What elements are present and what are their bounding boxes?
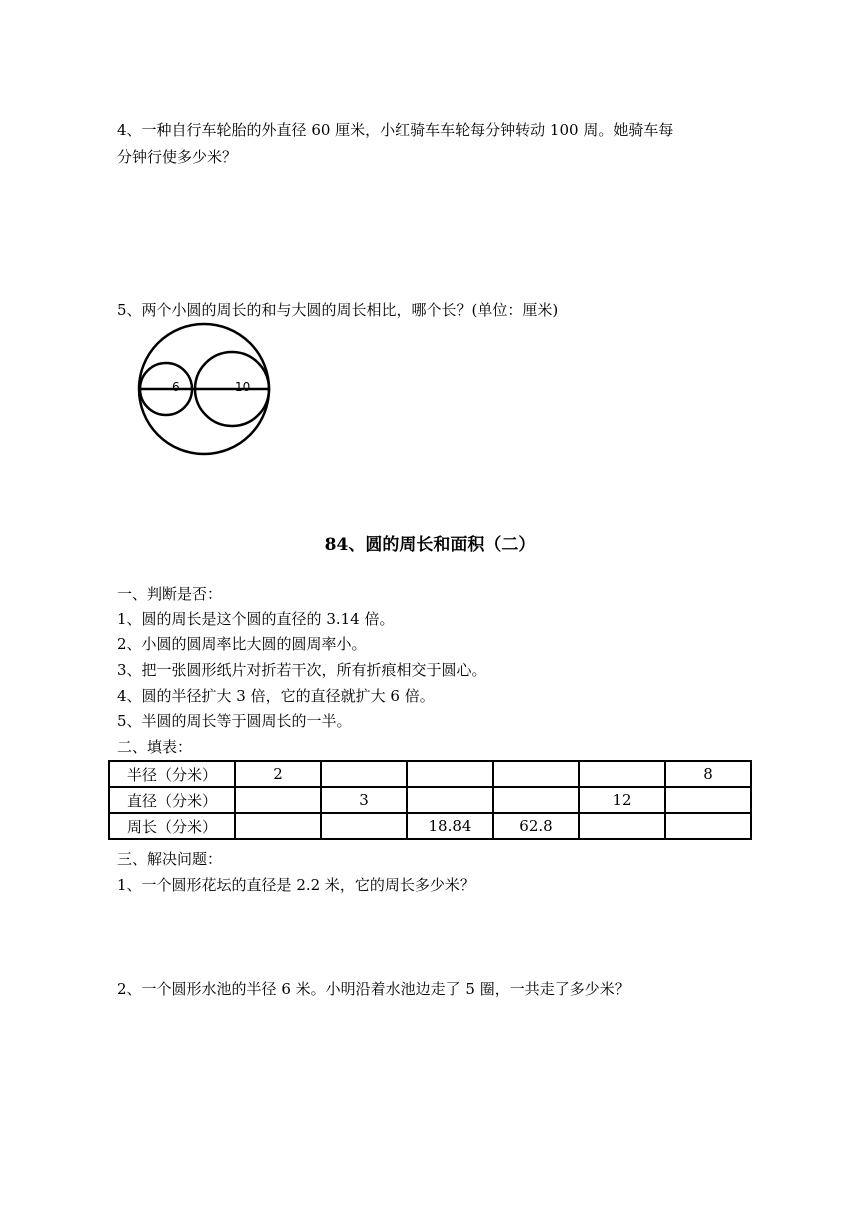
- q4-text-line2: 分钟行使多少米？: [117, 148, 238, 166]
- table-row: [109, 813, 751, 839]
- table-cell: 3: [321, 787, 407, 813]
- small-circle-label: 6: [172, 380, 180, 394]
- table-cell: 12: [579, 787, 665, 813]
- table-cell: 8: [665, 761, 751, 787]
- table-cell: [321, 761, 407, 787]
- table-cell: [579, 813, 665, 839]
- q5-text: 5、两个小圆的周长的和与大圆的周长相比，哪个长？(单位：厘米): [117, 301, 559, 319]
- table-cell: [493, 787, 579, 813]
- q4-text-line1: 4、一种自行车轮胎的外直径 60 厘米，小红骑车车轮每分钟转动 100 周。她骑车每: [117, 121, 674, 139]
- table-row: [109, 761, 751, 787]
- judge-item-2: 2、小圆的圆周率比大圆的圆周率小。: [117, 635, 367, 653]
- part1-heading: 一、判断是否：: [117, 585, 223, 603]
- problem-1: 1、一个圆形花坛的直径是 2.2 米，它的周长多少米？: [117, 876, 475, 894]
- section-title: 84、圆的周长和面积（二）: [324, 535, 536, 555]
- row-label: 直径（分米）: [109, 787, 235, 813]
- medium-circle-label: 10: [235, 380, 251, 394]
- table-cell: 62.8: [493, 813, 579, 839]
- problem-2: 2、一个圆形水池的半径 6 米。小明沿着水池边走了 5 圈，一共走了多少米？: [117, 980, 630, 998]
- table-cell: [235, 787, 321, 813]
- judge-item-5: 5、半圆的周长等于圆周长的一半。: [117, 712, 352, 730]
- judge-item-1: 1、圆的周长是这个圆的直径的 3.14 倍。: [117, 610, 395, 628]
- row-label: 周长（分米）: [109, 813, 235, 839]
- judge-item-4: 4、圆的半径扩大 3 倍，它的直径就扩大 6 倍。: [117, 687, 435, 705]
- table-cell: [579, 761, 665, 787]
- fill-table: [108, 760, 752, 840]
- judge-item-3: 3、把一张圆形纸片对折若干次，所有折痕相交于圆心。: [117, 661, 487, 679]
- circles-figure: [136, 322, 276, 458]
- table-cell: [321, 813, 407, 839]
- table-cell: 2: [235, 761, 321, 787]
- table-cell: [407, 787, 493, 813]
- table-cell: 18.84: [407, 813, 493, 839]
- part3-heading: 三、解决问题：: [117, 850, 223, 868]
- table-cell: [235, 813, 321, 839]
- table-row: [109, 787, 751, 813]
- table-cell: [665, 787, 751, 813]
- part2-heading: 二、填表：: [117, 738, 193, 756]
- table-cell: [407, 761, 493, 787]
- table-cell: [665, 813, 751, 839]
- table-cell: [493, 761, 579, 787]
- row-label: 半径（分米）: [109, 761, 235, 787]
